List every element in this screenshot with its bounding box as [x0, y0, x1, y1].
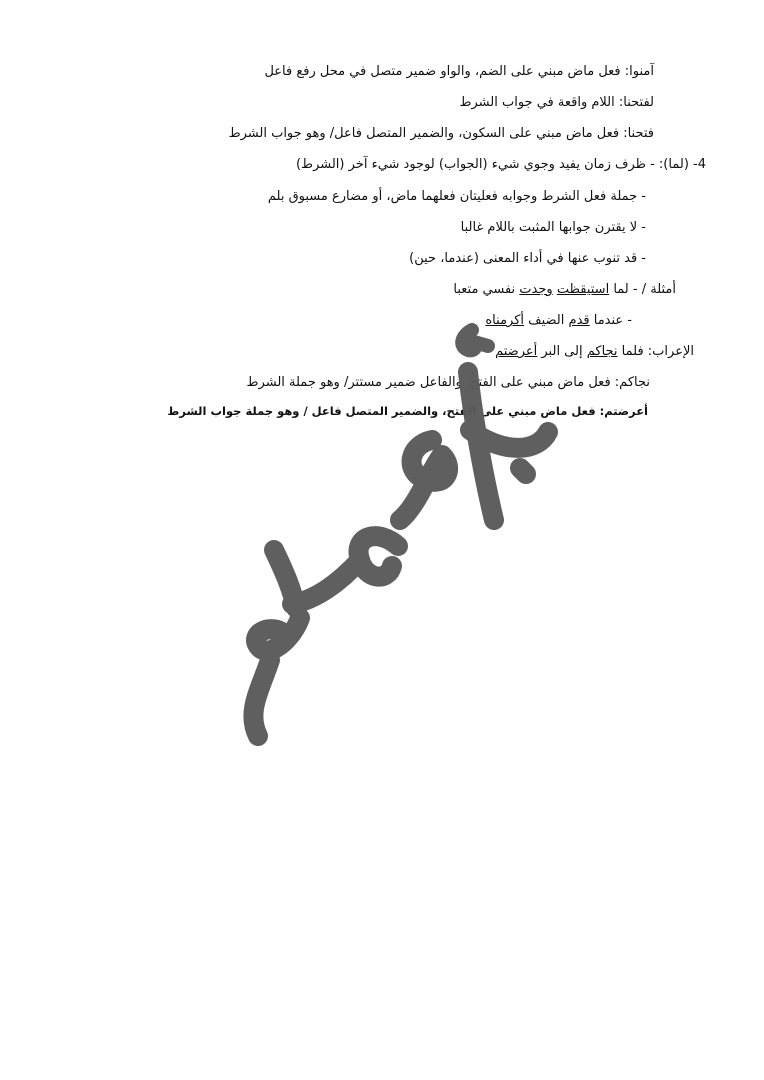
example-line: [485, 311, 632, 331]
underlined-word: أعرضتم: [495, 344, 538, 359]
parsing-prefix: الإعراب: فلما: [617, 344, 694, 359]
underlined-word: استيقظت: [556, 282, 610, 297]
examples-prefix: أمثلة / - لما: [609, 282, 676, 297]
underlined-word: أكرمناه: [485, 313, 525, 328]
text-line-6: - لا يقترن جوابها المثبت باللام غالبا: [460, 220, 646, 235]
text-line-2: لفتحنا: اللام واقعة في جواب الشرط: [459, 95, 654, 110]
underlined-word: قدم: [568, 313, 590, 328]
example-prefix: - عندما: [589, 313, 632, 328]
underlined-word: نجاكم: [586, 344, 618, 359]
text-line-1: آمنوا: فعل ماض مبني على الضم، والواو ضمير متصل في محل رفع فاعل: [264, 64, 654, 79]
text-line-7: - قد تنوب عنها في أداء المعنى (عندما، حين): [409, 251, 646, 266]
text-line-4: 4- (لما): - ظرف زمان يفيد وجوي شيء (الجواب) لوجود شيء آخر (الشرط): [295, 157, 706, 172]
text-line-5: - جملة فعل الشرط وجوابه فعليتان فعلهما ماض، أو مضارع مسبوق بلم: [267, 189, 646, 204]
example-middle: الضيف: [524, 313, 569, 328]
text-line-3: فتحنا: فعل ماض مبني على السكون، والضمير المتصل فاعل/ وهو جواب الشرط: [228, 126, 654, 141]
parsing-middle: إلى البر: [537, 344, 587, 359]
parsing-heading-line: [495, 342, 694, 362]
text-line-10: نجاكم: فعل ماض مبني على الفتح، والفاعل ضمير مستتر/ وهو جملة الشرط: [246, 375, 650, 390]
text-line-11: أعرضتم: فعل ماض مبني على الفتح، والضمير المتصل فاعل / وهو جملة جواب الشرط: [167, 404, 648, 418]
underlined-word: وجدت: [519, 282, 553, 297]
examples-line: [453, 280, 676, 300]
examples-suffix: نفسي متعبا: [453, 282, 520, 297]
